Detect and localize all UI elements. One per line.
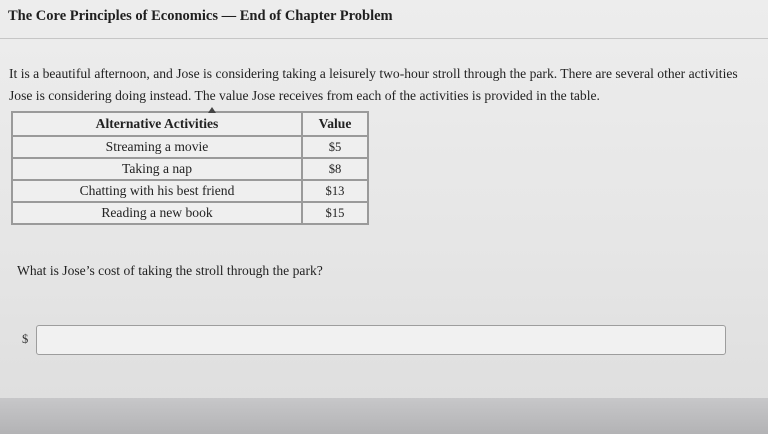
value-cell: $13 — [303, 181, 367, 201]
activity-cell: Taking a nap — [13, 159, 301, 179]
currency-prefix: $ — [22, 332, 29, 346]
table-row — [13, 203, 367, 223]
table-row — [13, 137, 367, 157]
activity-cell: Reading a new book — [13, 203, 301, 223]
page-title: The Core Principles of Economics — End of Chapter Problem — [8, 8, 393, 24]
desk-background — [0, 398, 768, 434]
column-header-value: Value — [303, 113, 367, 135]
activities-table — [11, 111, 369, 225]
value-cell: $8 — [303, 159, 367, 179]
value-cell: $15 — [303, 203, 367, 223]
column-header-activities: Alternative Activities — [13, 113, 301, 135]
table-header-row — [13, 113, 367, 135]
table-row — [13, 181, 367, 201]
answer-input[interactable] — [36, 325, 726, 355]
problem-statement: It is a beautiful afternoon, and Jose is considering taking a leisurely two-hour stroll through the park. There are several other activities Jose is considering doing instead. The value Jose receives from each of the activities is provided in the table. — [9, 66, 738, 103]
activity-cell: Streaming a movie — [13, 137, 301, 157]
table-row — [13, 159, 367, 179]
value-cell: $5 — [303, 137, 367, 157]
mouse-cursor-icon — [208, 107, 216, 113]
activity-cell: Chatting with his best friend — [13, 181, 301, 201]
page-header — [0, 0, 768, 39]
question-text: What is Jose’s cost of taking the stroll through the park? — [17, 263, 323, 278]
